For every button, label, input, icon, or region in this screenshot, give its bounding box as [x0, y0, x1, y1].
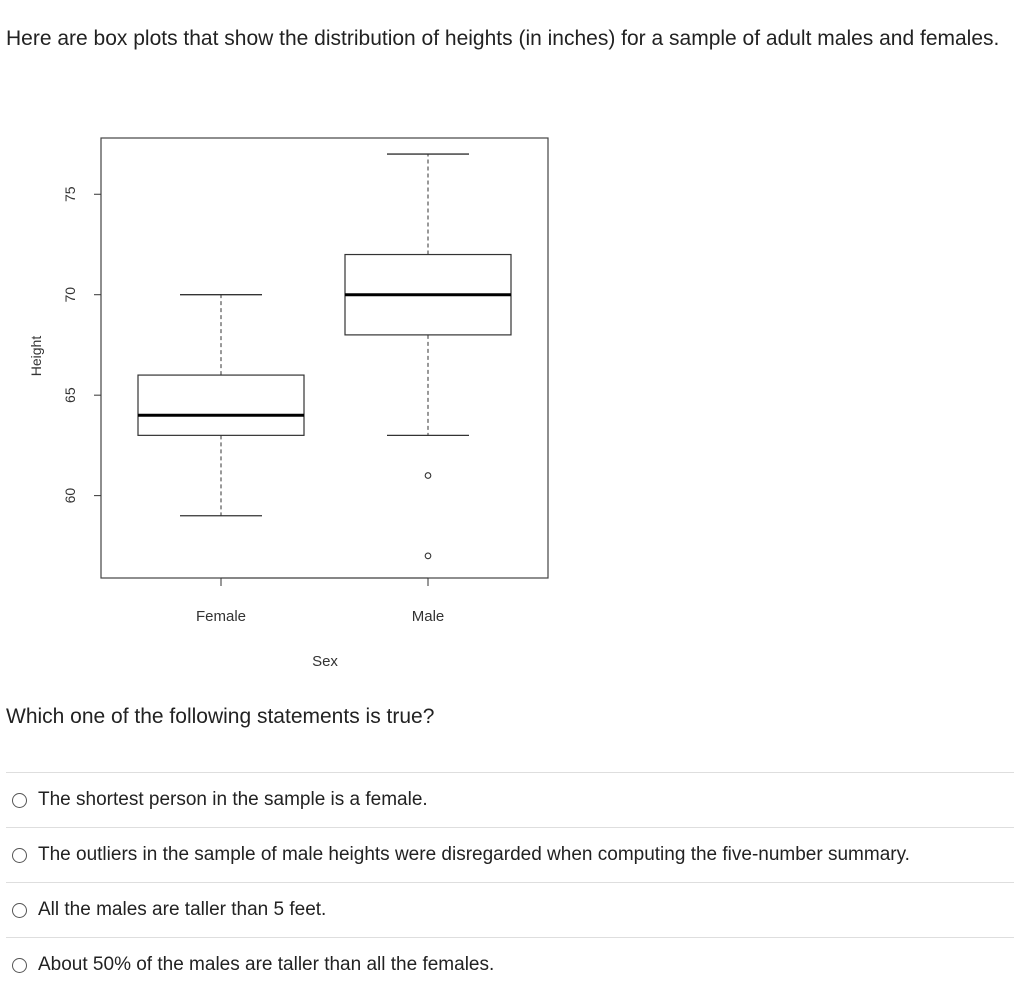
radio-button-icon[interactable]	[12, 793, 27, 808]
answer-option-1[interactable]	[6, 772, 1014, 827]
x-tick-label: Female	[195, 608, 247, 625]
answer-option-label: The shortest person in the sample is a female.	[38, 789, 428, 810]
answer-option-2[interactable]	[6, 827, 1014, 882]
y-axis-label: Height	[28, 335, 44, 377]
answer-option-4[interactable]	[6, 937, 1014, 992]
y-tick-label: 75	[62, 186, 78, 203]
radio-button-icon[interactable]	[12, 848, 27, 863]
outlier-point	[425, 553, 431, 559]
question-intro: Here are box plots that show the distribution of heights (in inches) for a sample of adult males and females.	[6, 27, 1000, 50]
answer-option-label: About 50% of the males are taller than all the females.	[38, 954, 495, 975]
question-prompt: Which one of the following statements is true?	[6, 705, 435, 728]
x-axis-label: Sex	[312, 653, 338, 670]
answer-option-label: All the males are taller than 5 feet.	[38, 899, 327, 920]
box-iqr	[138, 375, 304, 435]
answer-option-3[interactable]	[6, 882, 1014, 937]
answer-option-label: The outliers in the sample of male heights were disregarded when computing the five-number summary.	[38, 844, 910, 865]
x-tick-label: Male	[411, 608, 445, 625]
radio-button-icon[interactable]	[12, 958, 27, 973]
answer-options	[6, 772, 1014, 992]
radio-button-icon[interactable]	[12, 903, 27, 918]
y-tick-label: 70	[62, 286, 78, 303]
y-tick-label: 60	[62, 487, 78, 504]
y-tick-label: 65	[62, 387, 78, 403]
plot-frame	[101, 138, 548, 578]
outlier-point	[425, 473, 431, 479]
